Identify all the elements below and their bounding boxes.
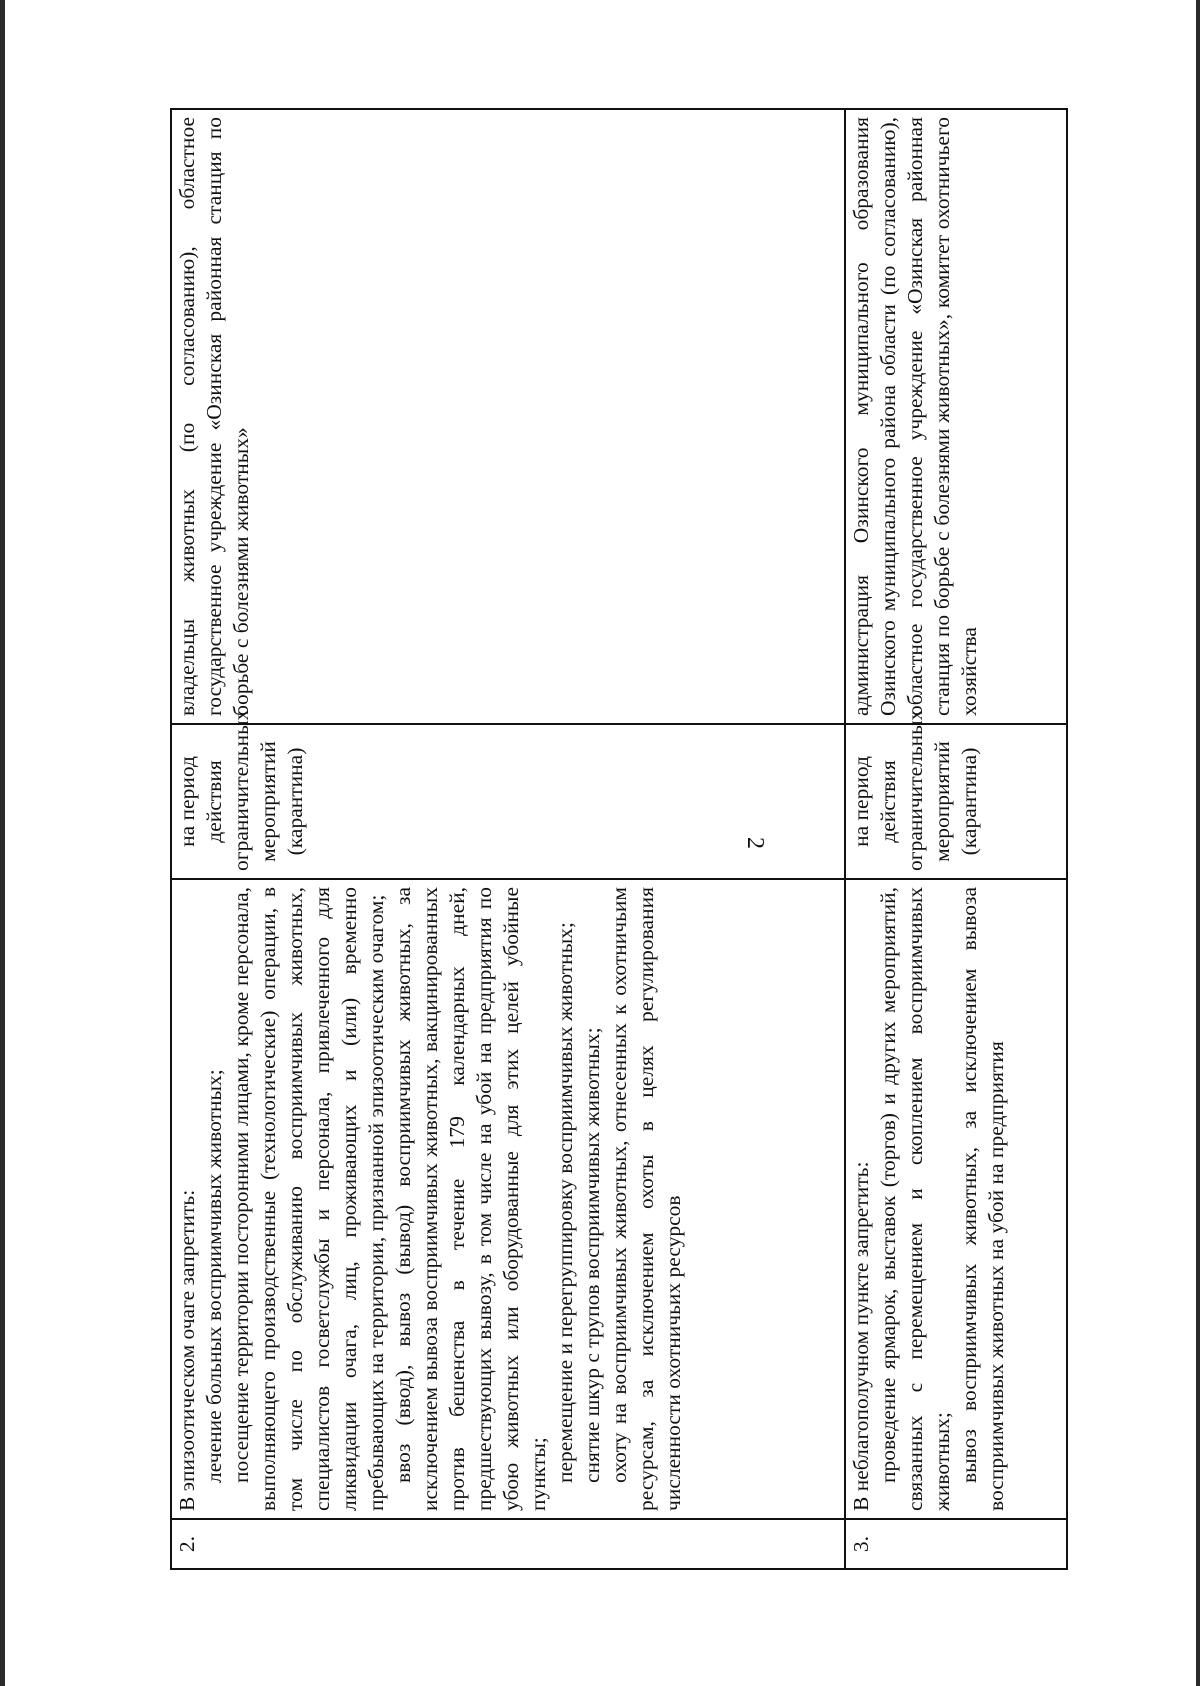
row-number: 2. [171, 1519, 845, 1569]
page-number: 2 [742, 837, 768, 849]
scan-edge-left [0, 0, 5, 1686]
measure-paragraph: снятие шкур с трупов восприимчивых животных; [580, 1027, 604, 1483]
document-sheet [170, 110, 1075, 1570]
measure-paragraph: охоту на восприимчивых животных, отнесенных к охотничьим ресурсам, за исключением охоты в целях регулирования численности охотничьих ресурсов [607, 887, 685, 1511]
measure-heading: В неблагополучном пункте запретить: [849, 1161, 873, 1511]
measure-heading: В эпизоотическом очаге запретить: [175, 1189, 199, 1511]
measure-text [171, 879, 845, 1519]
measure-term: на период действия ограничительных мероприятий (карантина) [845, 724, 1067, 879]
measure-paragraph: ввоз (ввод), вывоз (вывод) восприимчивых животных, за исключением вывоза восприимчивых животных, вакцинированных против бешенства в течение 179 календарных дней, предшествующих вывозу, в том числе на убой на предприятия по убою животных или оборудованные для этих целей убойные пункты; [391, 887, 550, 1511]
measure-paragraph: лечение больных восприимчивых животных; [202, 1069, 226, 1483]
measure-executors: владельцы животных (по согласованию), областное государственное учреждение «Озинская районная станция по борьбе с болезнями животных» [171, 109, 845, 724]
measure-term: на период действия ограничительных мероприятий (карантина) [171, 724, 845, 879]
measure-paragraph: вывоз восприимчивых животных, за исключением вывоза восприимчивых животных на убой на предприятия [957, 887, 1008, 1511]
row-number: 3. [845, 1519, 1067, 1569]
table-row [845, 109, 1067, 1569]
scan-edge-right [1196, 0, 1200, 1686]
measures-table [170, 108, 1068, 1570]
table-row [171, 109, 845, 1569]
measure-paragraph: перемещение и перегруппировку восприимчивых животных; [553, 922, 577, 1483]
measure-text [845, 879, 1067, 1519]
measure-executors: администрация Озинского муниципального образования Озинского муниципального района области (по согласованию), областное государственное учреждение «Озинская районная станция по борьбе с болезнями животных», комитет охотничьего хозяйства [845, 109, 1067, 724]
measure-paragraph: посещение территории посторонними лицами, кроме персонала, выполняющего производственные (технологические) операции, в том числе по обслуживанию восприимчивых животных, специалистов госветслужбы и персонала, привлеченного для ликвидации очага, лиц, проживающих и (или) временно пребывающих на территории, признанной эпизоотическим очагом; [229, 887, 388, 1511]
measure-paragraph: проведение ярмарок, выставок (торгов) и других мероприятий, связанных с перемещением и скоплением восприимчивых животных; [876, 887, 954, 1511]
